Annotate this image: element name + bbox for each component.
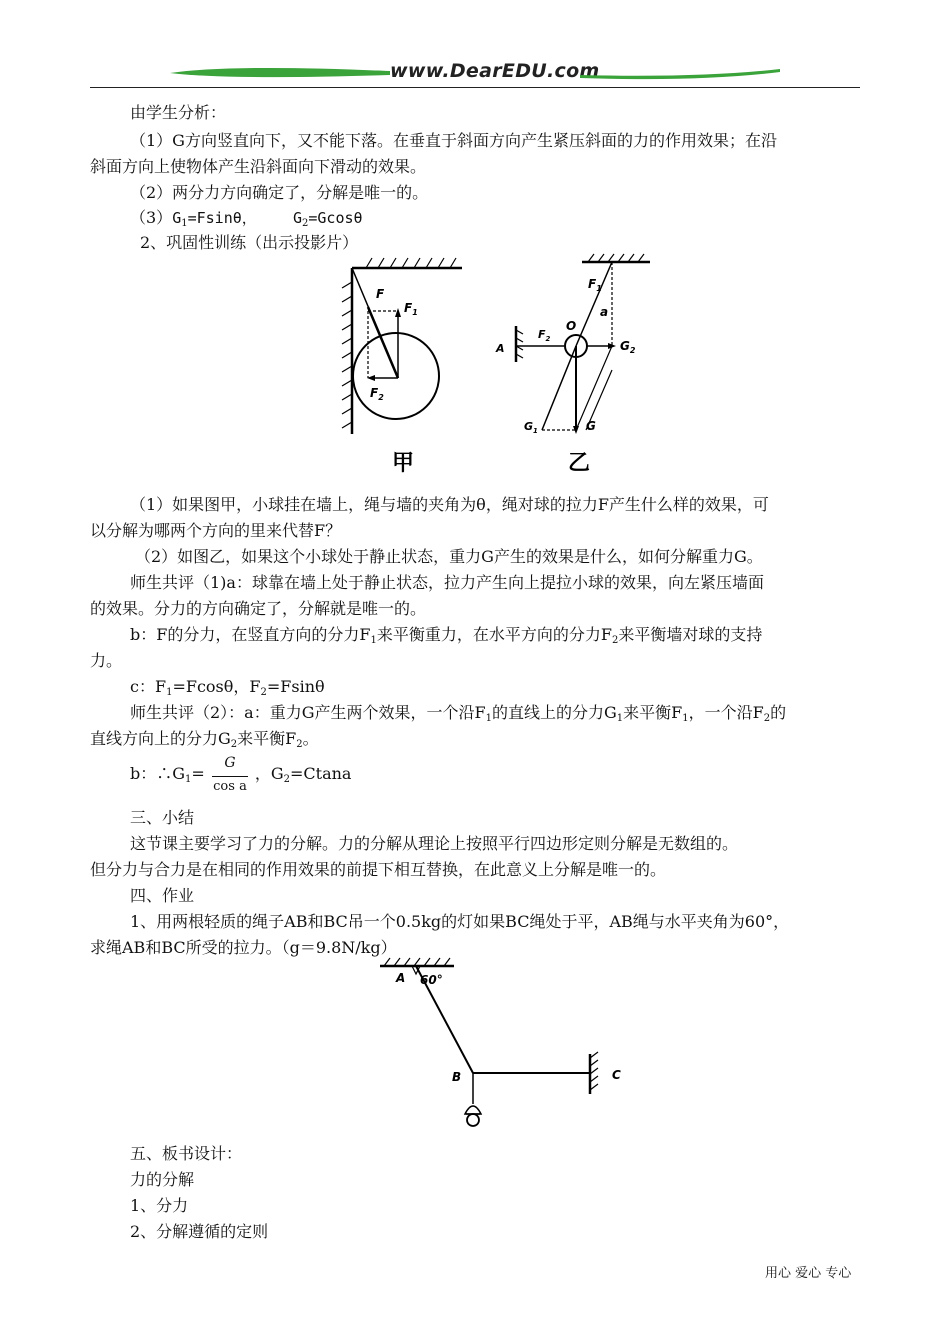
formula-b: b：$\therefore G_1=$ ，$G_2=Ctana$	[130, 764, 352, 785]
evaluation-2a: 师生共评（2）：a：重力G产生两个效果，一个沿$F_1$的直线上的分力$G_1$来平衡$F_1$，一个沿$F_2$的	[130, 703, 787, 724]
summary-line-2: 但分力与合力是在相同的作用效果的前提下相互替换，在此意义上分解是唯一的。	[90, 860, 667, 879]
board-item-1: 1、分力	[130, 1196, 189, 1215]
homework-1a: 1、用两根轻质的绳子AB和BC吊一个0.5kg的灯如果BC绳处于平，AB绳与水平夹角为60°，	[130, 912, 790, 931]
analysis-point-1b: 斜面方向上使物体产生沿斜面向下滑动的效果。	[90, 157, 427, 176]
analysis-point-3: $(3)G_1=Fsin\theta$， $G_2=Gcos\theta$	[130, 208, 363, 229]
lamp-label-angle: 60°	[420, 973, 443, 987]
yi-label-f2: $F_2$	[538, 328, 551, 343]
fraction-denominator: cos a	[213, 779, 247, 794]
evaluation-b: b：F的分力，在竖直方向的分力$F_1$来平衡重力，在水平方向的分力$F_2$来平衡墙对球的支持	[130, 625, 763, 646]
lamp-label-A: A	[396, 971, 406, 985]
yi-label-A: A	[496, 342, 505, 355]
yi-label-g: G	[586, 419, 596, 433]
jia-label-f: F	[376, 287, 385, 301]
training-title: 2、巩固性训练（出示投影片）	[140, 233, 359, 252]
lamp-label-C: C	[612, 1068, 621, 1082]
footer-slogan: 用心 爱心 专心	[765, 1266, 852, 1281]
analysis-point-2: （2）两分力方向确定了，分解是唯一的。	[130, 183, 429, 202]
question-1a: （1）如果图甲，小球挂在墙上，绳与墙的夹角为θ，绳对球的拉力F产生什么样的效果，可	[130, 495, 769, 514]
yi-label-o: O	[566, 319, 577, 333]
jia-label-f2: $F_2$	[370, 386, 384, 402]
yi-caption: 乙	[568, 451, 591, 476]
evaluation-1b: 的效果。分力的方向确定了，分解就是唯一的。	[90, 599, 427, 618]
question-1b: 以分解为哪两个方向的里来代替F？	[90, 521, 342, 540]
page-header	[90, 58, 860, 90]
yi-label-a: a	[600, 305, 609, 319]
lamp-label-B: B	[452, 1070, 462, 1084]
figure-jia	[336, 254, 466, 479]
figure-lamp	[370, 954, 640, 1138]
evaluation-1a: 师生共评（1)a：球靠在墙上处于静止状态，拉力产生向上提拉小球的效果，向左紧压墙面	[130, 573, 764, 592]
yi-label-f1: $F_1$	[588, 277, 602, 293]
evaluation-2b: 直线方向上的分力$G_2$来平衡$F_2$。	[90, 729, 319, 750]
jia-label-f1: $F_1$	[404, 301, 418, 317]
summary-line-1: 这节课主要学习了力的分解。力的分解从理论上按照平行四边形定则分解是无数组的。	[130, 834, 739, 853]
homework-title: 四、作业	[130, 886, 195, 905]
yi-label-g1: $G_1$	[524, 420, 538, 435]
board-item-2: 2、分解遵循的定则	[130, 1222, 269, 1241]
yi-label-g2: $G_2$	[620, 339, 636, 355]
header-rule	[90, 87, 860, 88]
fraction-numerator: G	[224, 755, 236, 771]
analysis-title: 由学生分析：	[130, 103, 227, 122]
homework-1b: 求绳AB和BC所受的拉力。（g＝9.8N/kg）	[90, 938, 397, 957]
question-2: （2）如图乙，如果这个小球处于静止状态，重力G产生的效果是什么，如何分解重力G。	[135, 547, 763, 566]
analysis-point-1a: （1）G方向竖直向下，又不能下落。在垂直于斜面方向产生紧压斜面的力的作用效果；在沿	[130, 131, 777, 150]
board-title: 五、板书设计：	[130, 1144, 243, 1163]
header-left-swoosh	[170, 66, 390, 80]
board-topic: 力的分解	[130, 1170, 195, 1189]
fraction-bar	[212, 776, 248, 777]
site-name: www.DearEDU.com	[390, 60, 600, 82]
evaluation-b-cont: 力。	[90, 651, 123, 670]
summary-title: 三、小结	[130, 808, 195, 827]
header-right-swoosh	[580, 66, 780, 80]
evaluation-c: c：$F_1=Fcos\theta$，$F_2=Fsin\theta$	[130, 677, 325, 698]
figure-yi	[490, 250, 670, 478]
jia-caption: 甲	[392, 451, 415, 476]
